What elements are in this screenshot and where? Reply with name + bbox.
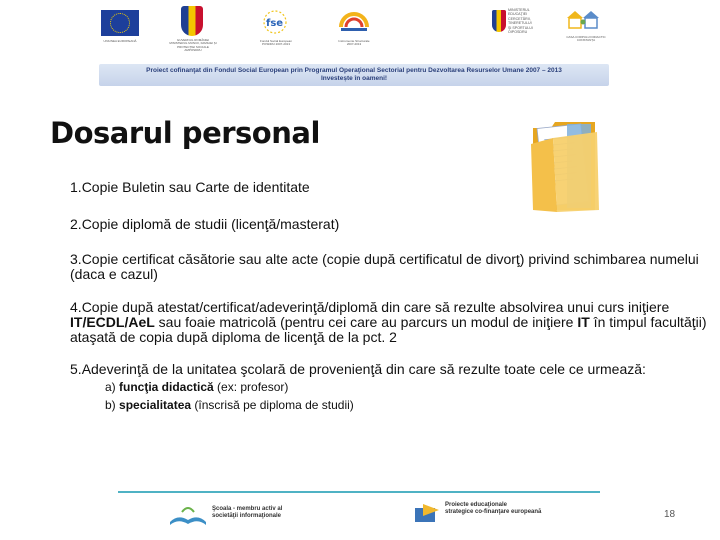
sub-list-item: a) funcţia didactică (ex: profesor) bbox=[105, 380, 289, 394]
logo-caption-ccd: CASA CORPULUI DIDACTIC CONSTANŢA bbox=[566, 35, 606, 43]
romanian-crest-icon bbox=[181, 6, 203, 36]
banner-text: Proiect cofinanţat din Fondul Social European prin Programul Operaţional Sectorial pentru Dezvoltarea Resurselor Umane 2007 – 2013 Investește în oameni! bbox=[146, 67, 562, 82]
structural-instruments-logo-icon bbox=[337, 7, 371, 35]
item-number: 1. bbox=[70, 179, 82, 195]
list-item bbox=[70, 180, 712, 195]
item-number: 2. bbox=[70, 216, 82, 232]
header-logos bbox=[0, 0, 720, 62]
sub-item-bold: specialitatea bbox=[119, 398, 192, 412]
education-logo-icon bbox=[413, 502, 443, 526]
sub-item-bold: funcţia didactică bbox=[119, 380, 214, 394]
logo-caption-fse: Fondul Social European POSDRU 2007-2013 bbox=[259, 39, 293, 47]
item-number: 4. bbox=[70, 299, 82, 315]
svg-text:fse: fse bbox=[266, 18, 284, 29]
item-number: 5. bbox=[70, 361, 82, 377]
list-item bbox=[70, 252, 712, 282]
item-text: Adeverinţă de la unitatea şcolară de provenienţă din care să rezulte toate cele ce urmează: bbox=[81, 361, 646, 377]
document-list bbox=[70, 180, 712, 413]
list-item bbox=[70, 217, 712, 232]
logo-caption-ministry-education: MINISTERUL EDUCAŢIEI CERCETĂRII, TINERETULUI ŞI SPORTULUI OIPOSDRU bbox=[508, 8, 533, 35]
item-text: Copie după atestat/certificat/adeverinţă/diplomă din care să rezulte absolvirea unui curs iniţiere bbox=[81, 299, 670, 315]
item-text: în timpul facultăţii) ataşată de copia după diploma de licenţă de la pct. 2 bbox=[70, 314, 707, 345]
logo-caption-eu: UNIUNEA EUROPEANĂ bbox=[103, 39, 137, 43]
reading-houses-logo-icon bbox=[566, 8, 600, 32]
item-text: Copie diplomă de studii (licenţă/masterat) bbox=[81, 216, 340, 232]
ministry-education-crest-icon bbox=[492, 10, 506, 32]
item-text-bold: IT bbox=[577, 314, 590, 330]
page-title: Dosarul personal bbox=[50, 116, 320, 150]
eu-flag-icon bbox=[101, 10, 139, 36]
project-banner bbox=[99, 64, 609, 86]
footer-divider bbox=[118, 491, 600, 493]
footer-right-text: Proiecte educaţionale strategice co-finanţare europeană bbox=[445, 502, 542, 515]
item-text: Copie Buletin sau Carte de identitate bbox=[81, 179, 310, 195]
item-text: sau foaie matricolă (pentru cei care au parcurs un modul de iniţiere bbox=[154, 314, 578, 330]
logo-caption-ministry-labour: GUVERNUL ROMÂNIEI MINISTERUL MUNCII, FAMILIEI ŞI PROTECŢIEI SOCIALE AMPOSDRU bbox=[169, 38, 217, 53]
footer-left-text: Şcoala - membru activ al societăţii informaţionale bbox=[212, 506, 283, 519]
page-number: 18 bbox=[664, 509, 676, 520]
sub-list-item: b) specialitatea (înscrisă pe diploma de studii) bbox=[105, 398, 354, 412]
list-item bbox=[70, 362, 712, 377]
logo-caption-structural: Instrumente Structurale 2007-2013 bbox=[338, 39, 370, 47]
item-number: 3. bbox=[70, 251, 82, 267]
open-book-icon bbox=[168, 502, 208, 528]
item-text: Copie certificat căsătorie sau alte acte (copie după certificatul de divorţ) privind schimbarea numelui (daca e cazul) bbox=[70, 251, 699, 282]
fse-logo-icon bbox=[258, 9, 292, 35]
item-text-bold: IT/ECDL/AeL bbox=[70, 314, 155, 330]
list-item bbox=[70, 300, 712, 345]
